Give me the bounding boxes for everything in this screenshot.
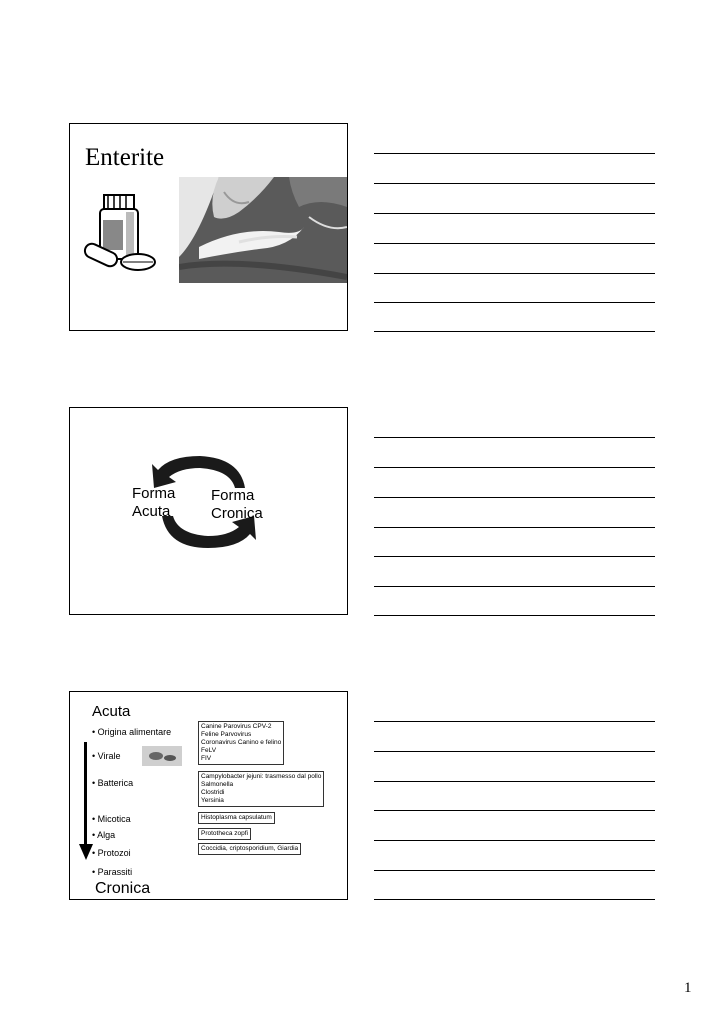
pill-bottle-icon	[78, 190, 158, 280]
slide-title: Enterite	[85, 144, 165, 171]
label-forma-acuta	[132, 485, 175, 521]
virus-image	[142, 746, 182, 766]
box-alga: Prototheca zopfi	[198, 828, 251, 840]
page-number: 1	[684, 980, 692, 996]
note-line	[374, 556, 655, 557]
label-cronica-line2: Cronica	[211, 505, 263, 522]
note-line	[374, 153, 655, 154]
note-line	[374, 302, 655, 303]
bullet-alga: • Alga	[92, 830, 116, 840]
box-virale-line: Coronavirus Canino e felino	[201, 739, 282, 746]
box-virale	[198, 721, 284, 765]
note-line	[374, 781, 655, 782]
note-line	[374, 751, 655, 752]
box-batterica-line: Yersinia	[201, 797, 224, 804]
bullet-protozoi: • Protozoi	[92, 848, 131, 858]
note-line	[374, 183, 655, 184]
bullet-batterica: • Batterica	[92, 778, 134, 788]
note-line	[374, 586, 655, 587]
box-virale-line: Canine Parovirus CPV-2	[201, 723, 272, 730]
box-virale-line: Feline Parvovirus	[201, 731, 252, 738]
note-line	[374, 527, 655, 528]
label-cronica: Cronica	[95, 880, 151, 897]
box-batterica-line: Campylobacter jejuni: trasmesso dal pollo	[201, 773, 322, 780]
box-virale-line: FIV	[201, 755, 212, 762]
label-forma-cronica	[211, 487, 263, 523]
bullet-micotica: • Micotica	[92, 814, 131, 824]
note-line	[374, 497, 655, 498]
box-virale-line: FeLV	[201, 747, 217, 754]
note-line	[374, 467, 655, 468]
note-line	[374, 273, 655, 274]
note-line	[374, 213, 655, 214]
label-acuta: Acuta	[92, 703, 131, 720]
note-line	[374, 899, 655, 900]
note-line	[374, 870, 655, 871]
bullet-parassiti: • Parassiti	[92, 867, 133, 877]
slide-enterite	[69, 123, 348, 331]
histology-image	[179, 177, 347, 283]
note-line	[374, 243, 655, 244]
box-batterica	[198, 771, 324, 807]
label-acuta-line2: Acuta	[132, 503, 171, 520]
box-protozoi: Coccidia, criptosporidium, Giardia	[198, 843, 301, 855]
note-line	[374, 437, 655, 438]
note-line	[374, 615, 655, 616]
slide-forme	[69, 407, 348, 615]
label-cronica-line1: Forma	[211, 487, 255, 504]
bullet-origina-alimentare: • Origina alimentare	[92, 727, 172, 737]
note-line	[374, 331, 655, 332]
note-line	[374, 721, 655, 722]
slide-cause	[69, 691, 348, 900]
label-acuta-line1: Forma	[132, 485, 176, 502]
box-batterica-line: Clostridi	[201, 789, 225, 796]
bullet-virale: • Virale	[92, 751, 121, 761]
note-line	[374, 810, 655, 811]
box-batterica-line: Salmonella	[201, 781, 234, 788]
note-line	[374, 840, 655, 841]
box-micotica: Histoplasma capsulatum	[198, 812, 275, 824]
